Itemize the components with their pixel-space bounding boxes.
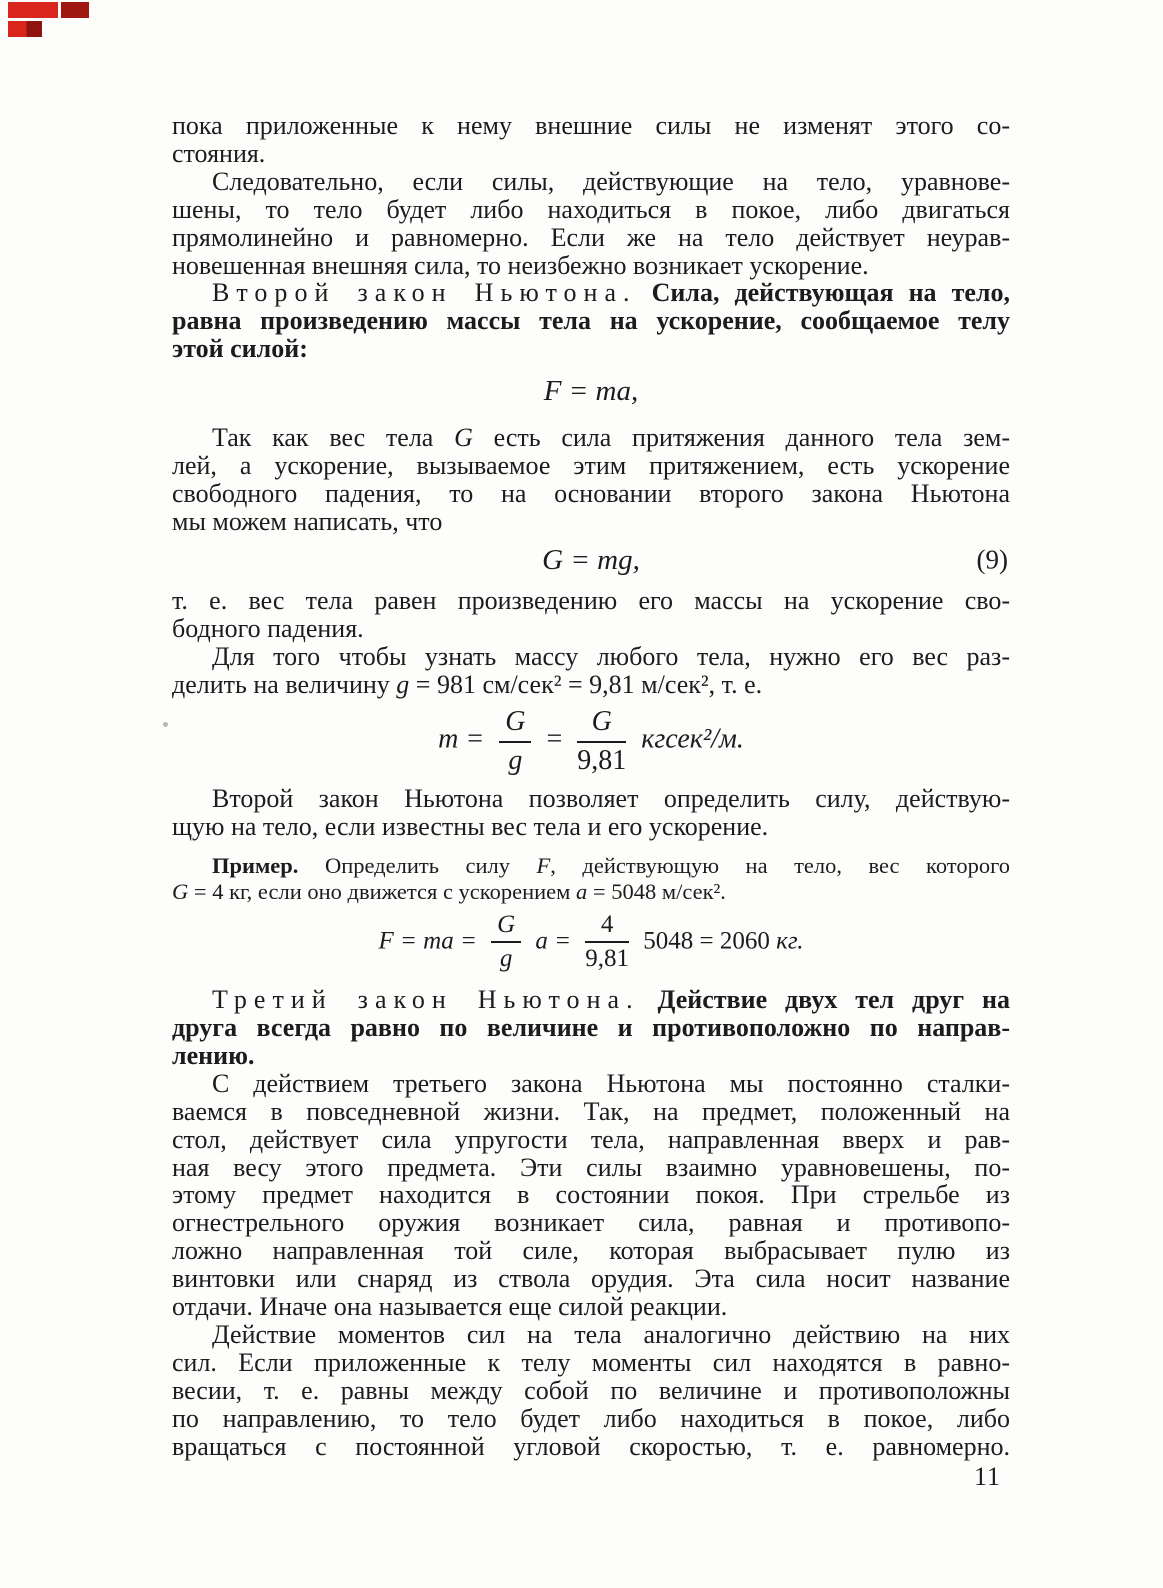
text-line: новешенная внешняя сила, то неизбежно возникает ускорение. bbox=[172, 250, 869, 280]
text-line: Так как вес тела G есть сила притяжения данного тела зем- bbox=[212, 423, 1010, 453]
text-line: ная весу этого предмета. Эти силы взаимно уравновешены, по- bbox=[172, 1152, 1010, 1182]
text-line: делить на величину g = 981 см/сек² = 9,81 м/сек², т. е. bbox=[172, 669, 763, 699]
fraction-numerator: G bbox=[577, 706, 626, 742]
formula-mass bbox=[172, 706, 1010, 776]
fraction bbox=[499, 706, 531, 776]
paragraph-third-law bbox=[172, 986, 1010, 1070]
paragraph bbox=[172, 785, 1010, 841]
paragraph bbox=[172, 168, 1010, 280]
example-text: Определить силу F, действующую на тело, вес которого bbox=[324, 852, 1010, 878]
text-line: этой силой: bbox=[172, 334, 308, 364]
example-label: Пример. bbox=[212, 852, 299, 878]
text-line: лению. bbox=[172, 1040, 255, 1070]
text-line: бодного падения. bbox=[172, 613, 364, 643]
text-column bbox=[172, 112, 1010, 1461]
text-line: равна произведению массы тела на ускорение, сообщаемое телу bbox=[172, 306, 1010, 336]
paragraph bbox=[172, 587, 1010, 643]
text-line: пока приложенные к нему внешние силы не изменят этого со- bbox=[172, 111, 1010, 140]
equation-number: (9) bbox=[976, 544, 1008, 575]
text-line: Второй закон Ньютона позволяет определить силу, действую- bbox=[212, 783, 1010, 813]
text-line: Следовательно, если силы, действующие на тело, уравнове- bbox=[212, 166, 1010, 196]
text-line: стояния. bbox=[172, 138, 266, 168]
formula-unit: кг. bbox=[776, 927, 804, 955]
text-line: шены, то тело будет либо находиться в покое, либо двигаться bbox=[172, 194, 1010, 224]
text-line: т. е. вес тела равен произведению его массы на ускорение сво- bbox=[172, 585, 1010, 615]
red-stamp-mark bbox=[61, 2, 89, 18]
fraction bbox=[491, 911, 521, 975]
red-stamp-mark bbox=[8, 2, 58, 18]
text-line: щую на тело, если известны вес тела и его ускорение. bbox=[172, 811, 769, 841]
paragraph bbox=[172, 643, 1010, 699]
formula-example bbox=[172, 911, 1010, 975]
equals-sign: = bbox=[546, 724, 563, 756]
fraction-denominator: 9,81 bbox=[577, 744, 627, 776]
text-line: Для того чтобы узнать массу любого тела, нужно его вес раз- bbox=[212, 641, 1010, 671]
formula-text: F = ma, bbox=[543, 375, 639, 408]
text-line: стол, действует сила упругости тела, направленная вверх и рав- bbox=[172, 1124, 1010, 1154]
paragraph-second-law bbox=[172, 279, 1010, 363]
red-stamp-mark bbox=[8, 21, 42, 37]
text-line: прямолинейно и равномерно. Если же на тело действует неурав- bbox=[172, 222, 1010, 252]
fraction-denominator: 9,81 bbox=[585, 945, 630, 973]
fraction bbox=[577, 706, 626, 776]
fraction-numerator: 4 bbox=[585, 911, 629, 944]
paragraph bbox=[172, 1070, 1010, 1321]
text-line: огнестрельного оружия возникает сила, равная и противопо- bbox=[172, 1208, 1010, 1238]
law-heading: Второй закон Ньютона. bbox=[212, 278, 637, 308]
fraction-numerator: G bbox=[491, 911, 521, 944]
text-line: по направлению, то тело будет либо находиться в покое, либо bbox=[172, 1403, 1010, 1433]
text-line: сил. Если приложенные к телу моменты сил находятся в равно- bbox=[172, 1347, 1010, 1377]
text-line: лей, а ускорение, вызываемое этим притяжением, есть ускорение bbox=[172, 451, 1010, 481]
paragraph-example bbox=[172, 853, 1010, 905]
fraction bbox=[585, 911, 629, 975]
law-statement: Сила, действующая на тело, bbox=[651, 278, 1011, 308]
formula-mid: a = bbox=[535, 927, 572, 955]
text-line: свободного падения, то на основании второго закона Ньютона bbox=[172, 478, 1010, 508]
text-line: весии, т. е. равны между собой по величине и противоположны bbox=[172, 1375, 1010, 1405]
formula-lhs: m = bbox=[438, 724, 485, 756]
page-number: 11 bbox=[974, 1462, 1002, 1491]
paragraph bbox=[172, 112, 1010, 168]
text-line: винтовки или снаряд из ствола орудия. Эта сила носит название bbox=[172, 1264, 1010, 1294]
text-line: вращаться с постоянной угловой скоростью, т. е. равномерно. bbox=[172, 1431, 1010, 1461]
text-line: Действие моментов сил на тела аналогично действию на них bbox=[212, 1319, 1010, 1349]
text-line: G = 4 кг, если оно движется с ускорением a = 5048 м/сек². bbox=[172, 878, 726, 904]
law-statement: Действие двух тел друг на bbox=[657, 985, 1011, 1015]
paragraph bbox=[172, 424, 1010, 536]
text-line: отдачи. Иначе она называется еще силой реакции. bbox=[172, 1292, 728, 1322]
formula-g-mg bbox=[172, 544, 1010, 577]
fraction-numerator: G bbox=[499, 706, 531, 742]
formula-result: 5048 = 2060 bbox=[643, 927, 770, 955]
text-line bbox=[172, 279, 1010, 307]
text-line: этому предмет находится в состоянии покоя. При стрельбе из bbox=[172, 1180, 1010, 1210]
text-line: С действием третьего закона Ньютона мы постоянно сталки- bbox=[212, 1068, 1010, 1098]
text-line: ваемся в повседневной жизни. Так, на предмет, положенный на bbox=[172, 1096, 1010, 1126]
text-line bbox=[172, 853, 1010, 879]
formula-text: G = mg, bbox=[542, 543, 640, 576]
text-line: ложно направленная той силе, которая выбрасывает пулю из bbox=[172, 1236, 1010, 1266]
text-line bbox=[172, 986, 1010, 1014]
text-line: друга всегда равно по величине и противоположно по направ- bbox=[172, 1013, 1010, 1042]
law-heading: Третий закон Ньютона. bbox=[212, 985, 640, 1015]
text-line: мы можем написать, что bbox=[172, 506, 443, 536]
scan-speck bbox=[163, 722, 168, 727]
formula-unit: кгсек²/м. bbox=[641, 724, 744, 756]
formula-lhs: F = ma = bbox=[378, 927, 477, 955]
formula-f-ma bbox=[172, 375, 1010, 408]
fraction-denominator: g bbox=[499, 945, 513, 973]
paragraph bbox=[172, 1321, 1010, 1461]
fraction-denominator: g bbox=[508, 744, 523, 776]
